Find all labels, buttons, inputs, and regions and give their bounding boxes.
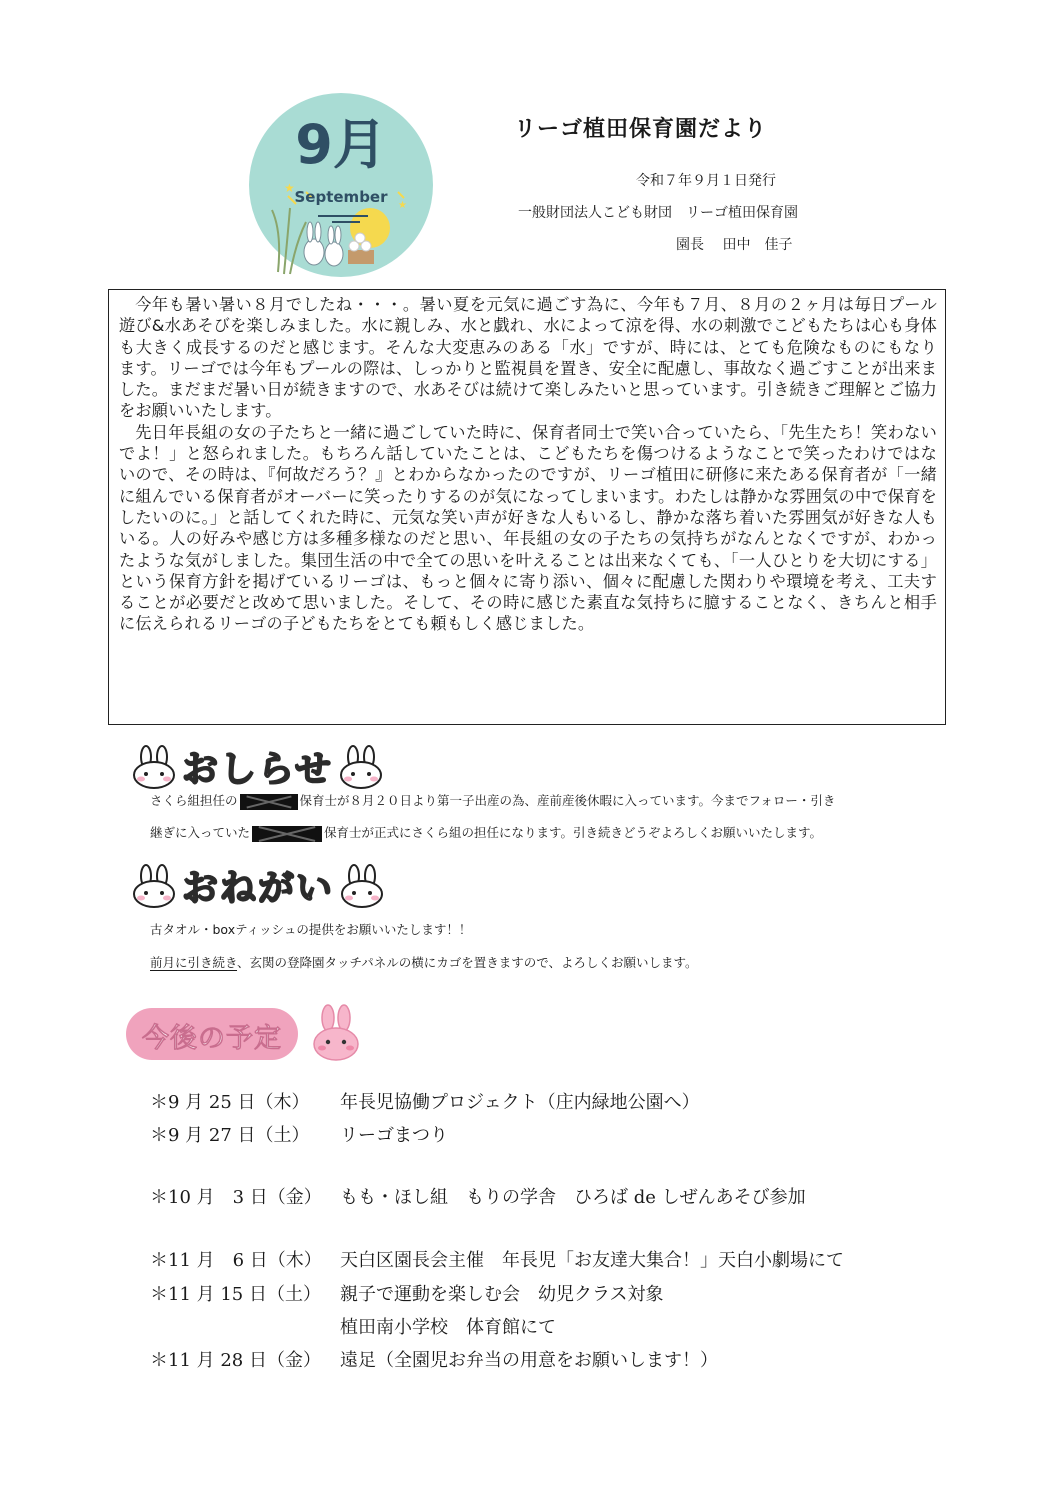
schedule-item <box>150 1280 663 1306</box>
onegai-line-2 <box>150 953 698 973</box>
onegai-heading-text: おねがい <box>182 868 335 909</box>
issue-date: 令和７年９月１日発行 <box>636 173 776 189</box>
schedule-date: ＊11 月 28 日（金） <box>150 1350 321 1371</box>
svg-text:★: ★ <box>398 200 407 211</box>
message-box <box>108 289 946 725</box>
oshirase-line-1-b: 保育士が８月２０日より第一子出産の為、産前産後休暇に入っています。今までフォロー・引き <box>299 793 836 808</box>
newsletter-title: リーゴ植田保育園だより <box>514 116 768 142</box>
schedule-item <box>150 1121 448 1147</box>
rabbit-face-icon <box>337 745 385 789</box>
onegai-heading <box>130 860 386 911</box>
oshirase-line-2 <box>150 823 822 843</box>
onegai-line-2-rest: 、玄関の登降園タッチパネルの横にカゴを置きますので、よろしくお願いします。 <box>237 955 698 970</box>
schedule-date: ＊11 月 15 日（土） <box>150 1284 321 1305</box>
principal-name: 園長 田中 佳子 <box>676 237 793 253</box>
pink-rabbit-icon <box>310 1004 362 1062</box>
svg-text:★: ★ <box>284 181 295 195</box>
oshirase-line-2-b: 保育士が正式にさくら組の担任になります。引き続きどうぞよろしくお願いいたします。 <box>324 825 823 840</box>
schedule-heading <box>126 1004 356 1064</box>
schedule-date: ＊9 月 27 日（土） <box>150 1125 310 1146</box>
schedule-event: リーゴまつり <box>340 1125 448 1146</box>
schedule-item <box>150 1183 806 1209</box>
schedule-heading-text: 今後の予定 <box>142 1023 282 1054</box>
message-paragraph-1: 今年も暑い暑い８月でしたね・・・。暑い夏を元気に過ごす為に、今年も７月、８月の２ヶ月は毎日プール遊び&水あそびを楽しみました。水に親しみ、水と戯れ、水によって涼を得、水の刺激でこどもたちは心も身体も大きく成長するのだと感じます。そんな大変恵みのある「水」ですが、時には、とても危険なものにもなります。リーゴでは今年もプールの際は、しっかりと監視員を置き、安全に配慮し、事故なく過ごすことが出来ました。まだまだ暑い日が続きますので、水あそびは続けて楽しみたいと思っています。引き続きご理解とご協力をお願いいたします。 <box>119 295 937 421</box>
schedule-event: 親子で運動を楽しむ会 幼児クラス対象 <box>340 1284 664 1305</box>
schedule-event: 天白区園長会主催 年長児「お友達大集合！」天白小劇場にて <box>340 1250 844 1271</box>
redacted-name <box>252 826 322 842</box>
onegai-line-2-underlined: 前月に引き続き <box>150 955 238 970</box>
oshirase-line-1-a: さくら組担任の <box>150 793 238 808</box>
rabbit-face-icon <box>130 745 178 789</box>
schedule-event-continuation: 植田南小学校 体育館にて <box>340 1317 556 1338</box>
schedule-event: もも・ほし組 もりの学舎 ひろば de しぜんあそび参加 <box>340 1187 806 1208</box>
schedule-date: ＊10 月 3 日（金） <box>150 1187 322 1208</box>
schedule-item <box>150 1346 718 1372</box>
oshirase-heading-text: おしらせ <box>182 749 333 790</box>
oshirase-heading <box>130 741 385 792</box>
redacted-name <box>240 794 298 810</box>
oshirase-line-2-a: 継ぎに入っていた <box>150 825 251 840</box>
rabbit-face-icon <box>130 864 178 908</box>
schedule-event: 遠足（全園児お弁当の用意をお願いします！） <box>340 1350 718 1371</box>
message-paragraph-2: 先日年長組の女の子たちと一緒に過ごしていた時に、保育者同士で笑い合っていたら、「先生たち！笑わないでよ！」と怒られました。もちろん話していたことは、こどもたちを傷つけるようなことで笑ったわけではないので、その時は、『何故だろう？』とわからなかったのですが、リーゴ植田に研修に来たある保育者が「一緒に組んでいる保育者がオーバーに笑ったりするのが気になってしまいます。わたしは静かな雰囲気の中で保育をしたいのに。」と話してくれた時に、元気な笑い声が好きな人もいるし、静かな落ち着いた雰囲気が好きな人もいる。人の好みや感じ方は多種多様なのだと思い、年長組の女の子たちの気持ちがなんとなくですが、わかったような気がしました。集団生活の中で全ての思いを叶えることは出来なくても、「一人ひとりを大切にする」という保育方針を掲げているリーゴは、もっと個々に寄り添い、個々に配慮した関わりや環境を考え、工夫することが必要だと改めて思いました。そして、その時に感じた素直な気持ちに臆することなく、きちんと相手に伝えられるリーゴの子どもたちをとても頼もしく感じました。 <box>119 422 937 634</box>
schedule-date: ＊9 月 25 日（木） <box>150 1092 310 1113</box>
month-number: 9月 <box>295 113 387 176</box>
schedule-date: ＊11 月 6 日（木） <box>150 1250 322 1271</box>
publisher: 一般財団法人こども財団 リーゴ植田保育園 <box>518 205 798 221</box>
schedule-event: 年長児協働プロジェクト（庄内緑地公園へ） <box>340 1092 700 1113</box>
month-english: September <box>294 188 388 206</box>
rabbit-face-icon <box>338 864 386 908</box>
month-badge <box>248 92 434 278</box>
schedule-item <box>150 1088 700 1114</box>
oshirase-line-1 <box>150 791 835 811</box>
schedule-item <box>150 1246 844 1272</box>
onegai-line-1: 古タオル・boxティッシュの提供をお願いいたします！！ <box>150 922 472 937</box>
